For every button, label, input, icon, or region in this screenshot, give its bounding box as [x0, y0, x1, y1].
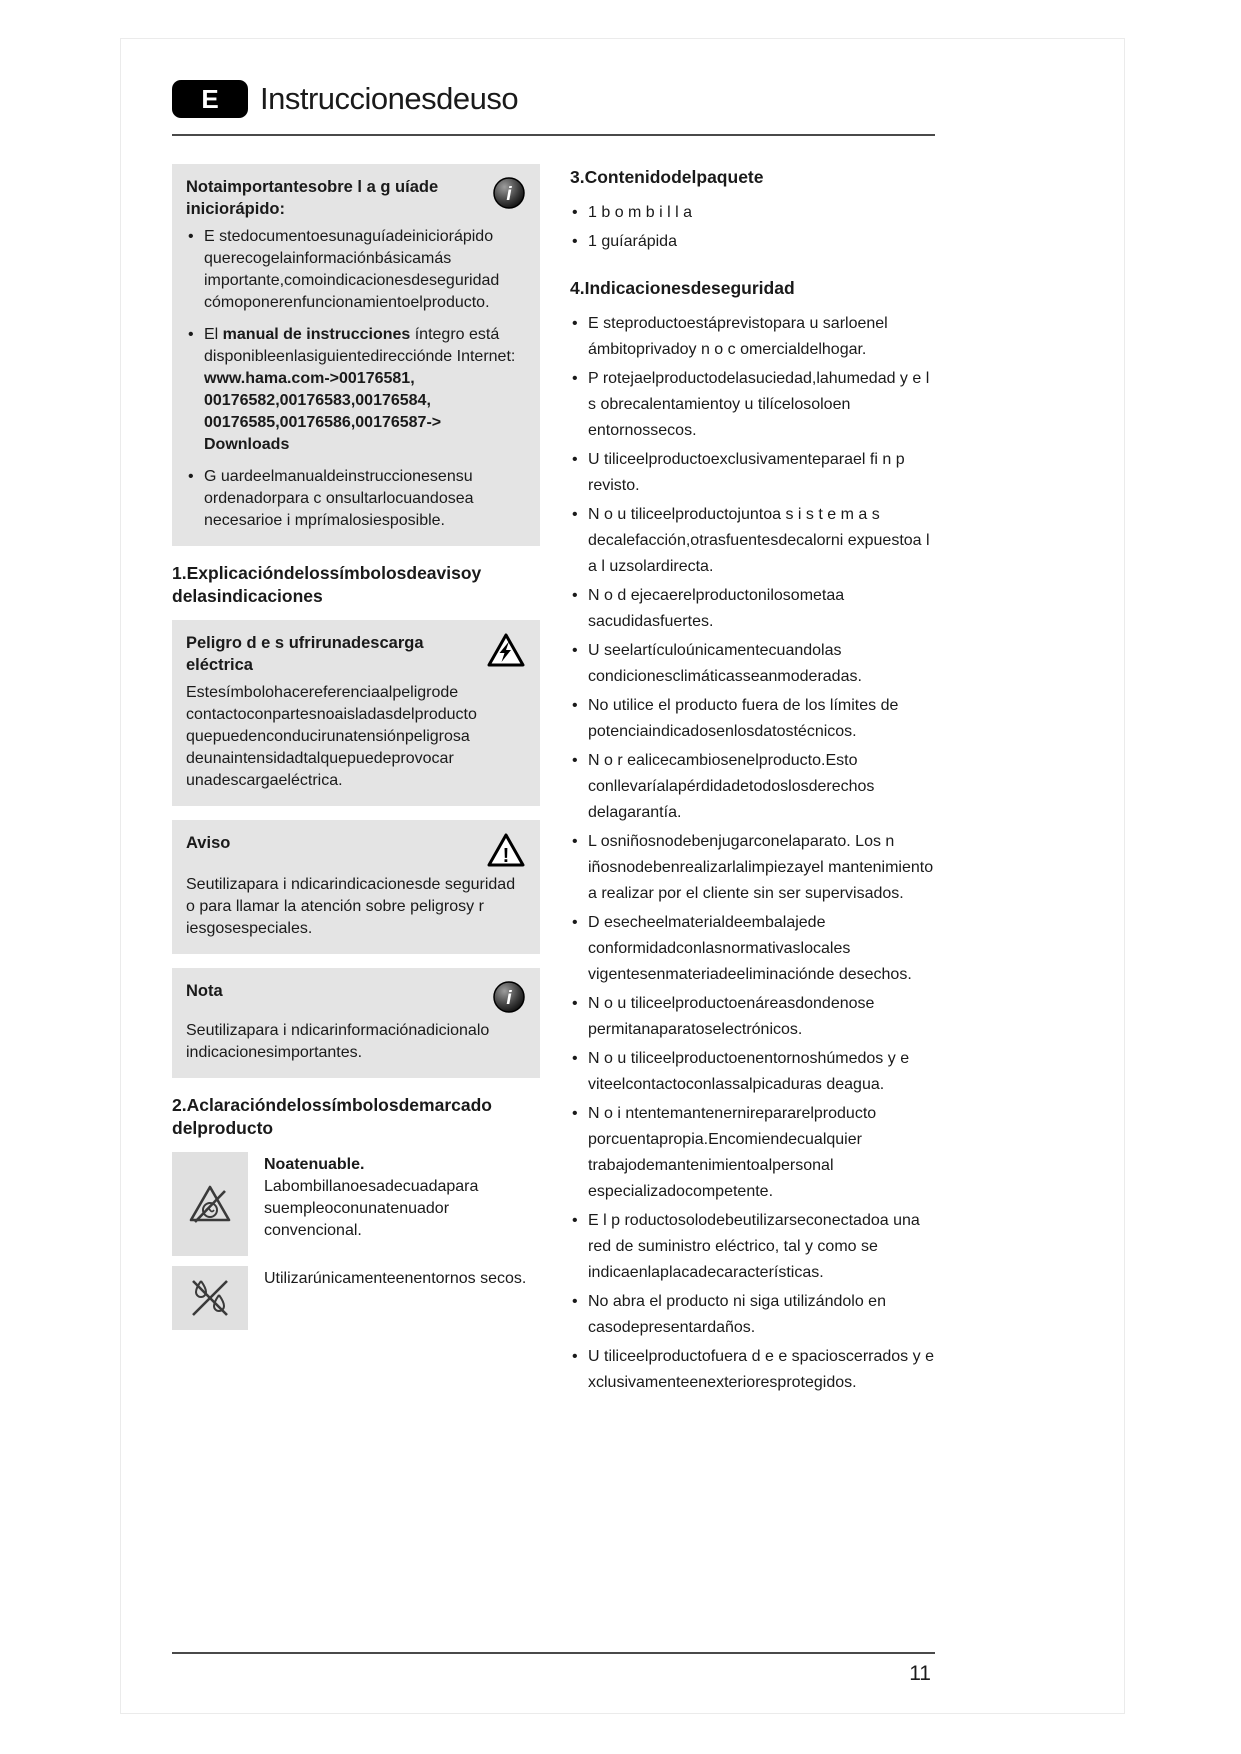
section4-heading: 4.Indicacionesdeseguridad — [570, 278, 795, 298]
quickstart-bullet-1-text: E stedocumentoesunaguíadeiniciorápido querecogelainformaciónbásicamás importante,comoindicacionesdeseguridad cómoponerenfuncionamientoelproducto. — [204, 228, 500, 311]
section1-heading: 1.Explicacióndelossímbolosdeavisoy delasindicaciones — [172, 563, 482, 606]
warning-box-body: Seutilizapara i ndicarindicacionesde seguridad o para llamar la atención sobre peligrosy r iesgosespeciales. — [186, 876, 516, 937]
bullet-marker: • — [572, 642, 578, 659]
safety-item — [570, 829, 935, 907]
page-footer — [172, 1652, 935, 1686]
section2-heading: 2.Aclaracióndelossímbolosdemarcado delproducto — [172, 1095, 492, 1138]
safety-item — [570, 447, 935, 499]
quickstart-note-head — [186, 176, 526, 220]
quickstart-note-title: Notaimportantesobre l a g uíade iniciorápido: — [186, 178, 439, 218]
safety-item — [570, 910, 935, 988]
package-item — [570, 229, 935, 255]
safety-instructions-list — [570, 311, 935, 1396]
safety-item-text: U seelartículoúnicamentecuandolas condicionesclimáticasseanmoderadas. — [588, 642, 862, 685]
safety-item — [570, 638, 935, 690]
safety-item-text: D esecheelmaterialdeembalajede conformidadconlasnormativaslocales vigentesenmateriadeeliminaciónde desechos. — [588, 914, 912, 983]
bullet-marker: • — [572, 752, 578, 769]
safety-item — [570, 366, 935, 444]
safety-item-text: N o u tiliceelproductoenentornoshúmedos y e viteelcontactoconlassalpicaduras deagua. — [588, 1050, 910, 1093]
warning-box-head — [186, 832, 526, 868]
safety-item-text: L osniñosnodebenjugarconelaparato. Los n iñosnodebenrealizarlalimpiezayel mantenimiento a realizar por el cliente sin ser supervisados. — [588, 833, 934, 902]
language-badge-letter: E — [201, 83, 219, 114]
quickstart-bullet-3-text: G uardeelmanualdeinstruccionesensu ordenadorpara c onsultarlocuandosea necesarioe i mprímalosiesposible. — [204, 468, 474, 529]
bullet-marker: • — [188, 228, 194, 245]
note-box-body: Seutilizapara i ndicarinformaciónadicionalo indicacionesimportantes. — [186, 1022, 490, 1061]
bullet-marker: • — [572, 370, 578, 387]
header-divider — [172, 134, 935, 136]
safety-item — [570, 311, 935, 363]
bullet-marker: • — [572, 833, 578, 850]
bullet-marker: • — [572, 1293, 578, 1310]
safety-item — [570, 693, 935, 745]
safety-item — [570, 502, 935, 580]
safety-item — [570, 1208, 935, 1286]
warning-exclamation-icon — [486, 832, 526, 868]
quickstart-bullet-list — [186, 226, 526, 532]
safety-item — [570, 583, 935, 635]
download-url: www.hama.com->00176581, 00176582,00176583,00176584, 00176585,00176586,00176587-> Downloads — [204, 370, 442, 453]
quickstart-bullet-2-rest: íntegro está disponibleenlasiguientedirecciónde Internet: — [204, 326, 516, 365]
section3-heading: 3.Contenidodelpaquete — [570, 167, 764, 187]
safety-item — [570, 1046, 935, 1098]
safety-item — [570, 748, 935, 826]
safety-item-text: P rotejaelproductodelasuciedad,lahumedad y e l s obrecalentamientoy u tilícelosoloen entornossecos. — [588, 370, 930, 439]
quickstart-bullet-2 — [186, 324, 526, 456]
package-item-text: 1 b o m b i l l a — [588, 204, 693, 221]
warning-box-title: Aviso — [186, 834, 231, 852]
danger-box-body: Estesímbolohacereferenciaalpeligrode contactoconpartesnoaisladasdelproducto quepuedenconducirunatensiónpeligrosa deunaintensidadtalquepuedeprovocar unadescargaeléctrica. — [186, 684, 477, 789]
page-title: Instruccionesdeuso — [260, 81, 519, 116]
no-water-drops-icon — [187, 1276, 233, 1320]
two-column-layout — [172, 164, 935, 1399]
bullet-marker: • — [572, 315, 578, 332]
svg-text:!: ! — [502, 845, 510, 867]
bullet-marker: • — [572, 1050, 578, 1067]
bullet-marker: • — [188, 326, 194, 343]
footer-divider — [172, 1652, 935, 1654]
safety-item-text: E steproductoestáprevistopara u sarloenel ámbitoprivadoy n o c omercialdelhogar. — [588, 315, 888, 358]
safety-item-text: N o r ealicecambiosenelproducto.Esto conllevaríalapérdidadetodoslosderechos delagarantía. — [588, 752, 875, 821]
quickstart-note-box — [172, 164, 540, 546]
info-icon — [492, 176, 526, 210]
safety-item — [570, 1101, 935, 1205]
svg-text:i: i — [506, 184, 512, 205]
bullet-marker: • — [572, 204, 578, 221]
electric-shock-danger-box — [172, 620, 540, 806]
bullet-marker: • — [572, 1105, 578, 1122]
bullet-marker: • — [572, 1348, 578, 1365]
safety-item-text: U tiliceelproductoexclusivamenteparael fi n p revisto. — [588, 451, 905, 494]
safety-item — [570, 991, 935, 1043]
bullet-marker: • — [572, 914, 578, 931]
right-column — [570, 164, 935, 1399]
note-box-head — [186, 980, 526, 1014]
quickstart-bullet-1 — [186, 226, 526, 314]
package-item-text: 1 guíarápida — [588, 233, 677, 250]
safety-item-text: N o u tiliceelproductojuntoa s i s t e m a s decalefacción,otrasfuentesdecalorni expuestoa l a l uzsolardirecta. — [588, 506, 930, 575]
info-icon — [492, 980, 526, 1014]
bullet-marker: • — [572, 1212, 578, 1229]
safety-item-text: No abra el producto ni siga utilizándolo en casodepresentardaños. — [588, 1293, 886, 1336]
quickstart-bullet-2-pre: El — [204, 326, 223, 343]
safety-item-text: N o d ejecaerelproductonilosometaa sacudidasfuertes. — [588, 587, 845, 630]
safety-item-text: E l p roductosolodebeutilizarseconectadoa una red de suministro eléctrico, tal y como se indicaenlaplacadecaracterísticas. — [588, 1212, 920, 1281]
safety-item — [570, 1344, 935, 1396]
safety-item-text: U tiliceelproductofuera d e e spacioscerrados y e xclusivamenteenexterioresprotegidos. — [588, 1348, 934, 1391]
note-box — [172, 968, 540, 1078]
danger-box-title: Peligro d e s ufrirunadescarga eléctrica — [186, 634, 424, 674]
page-header — [172, 80, 935, 118]
language-badge — [172, 80, 248, 118]
no-dimmer-text — [248, 1152, 540, 1256]
package-item — [570, 200, 935, 226]
dry-only-body: Utilizarúnicamenteenentornos secos. — [264, 1270, 527, 1287]
safety-item-text: N o i ntentemantenernirepararelproducto porcuentapropia.Encomiendecualquier trabajodemantenimientoalpersonal especializadocompetente. — [588, 1105, 877, 1200]
warning-lightning-icon — [486, 632, 526, 668]
bullet-marker: • — [188, 468, 194, 485]
no-dimmer-icon-cell — [172, 1152, 248, 1256]
safety-item-text: N o u tiliceelproductoenáreasdondenose permitanaparatoselectrónicos. — [588, 995, 875, 1038]
bullet-marker: • — [572, 506, 578, 523]
dry-only-text — [248, 1266, 526, 1330]
page-number: 11 — [909, 1662, 931, 1685]
page-content — [172, 80, 935, 1399]
no-water-icon-cell — [172, 1266, 248, 1330]
package-contents-list — [570, 200, 935, 255]
manual-title-emphasis: manual de instrucciones — [222, 326, 411, 343]
no-dimmer-body: Labombillanoesadecuadapara suempleoconunatenuador convencional. — [264, 1178, 479, 1239]
bullet-marker: • — [572, 233, 578, 250]
left-column — [172, 164, 540, 1399]
no-dimmer-title: Noatenuable. — [264, 1156, 365, 1173]
bullet-marker: • — [572, 697, 578, 714]
bullet-marker: • — [572, 451, 578, 468]
bullet-marker: • — [572, 995, 578, 1012]
no-dimmer-icon — [186, 1182, 234, 1226]
warning-note-box — [172, 820, 540, 954]
safety-item-text: No utilice el producto fuera de los límites de potenciaindicadosenlosdatostécnicos. — [588, 697, 899, 740]
danger-box-head — [186, 632, 526, 676]
bullet-marker: • — [572, 587, 578, 604]
marking-no-dimmer — [172, 1152, 540, 1256]
svg-text:i: i — [506, 988, 512, 1009]
quickstart-bullet-3 — [186, 466, 526, 532]
safety-item — [570, 1289, 935, 1341]
marking-dry-only — [172, 1266, 540, 1330]
note-box-title: Nota — [186, 982, 223, 1000]
